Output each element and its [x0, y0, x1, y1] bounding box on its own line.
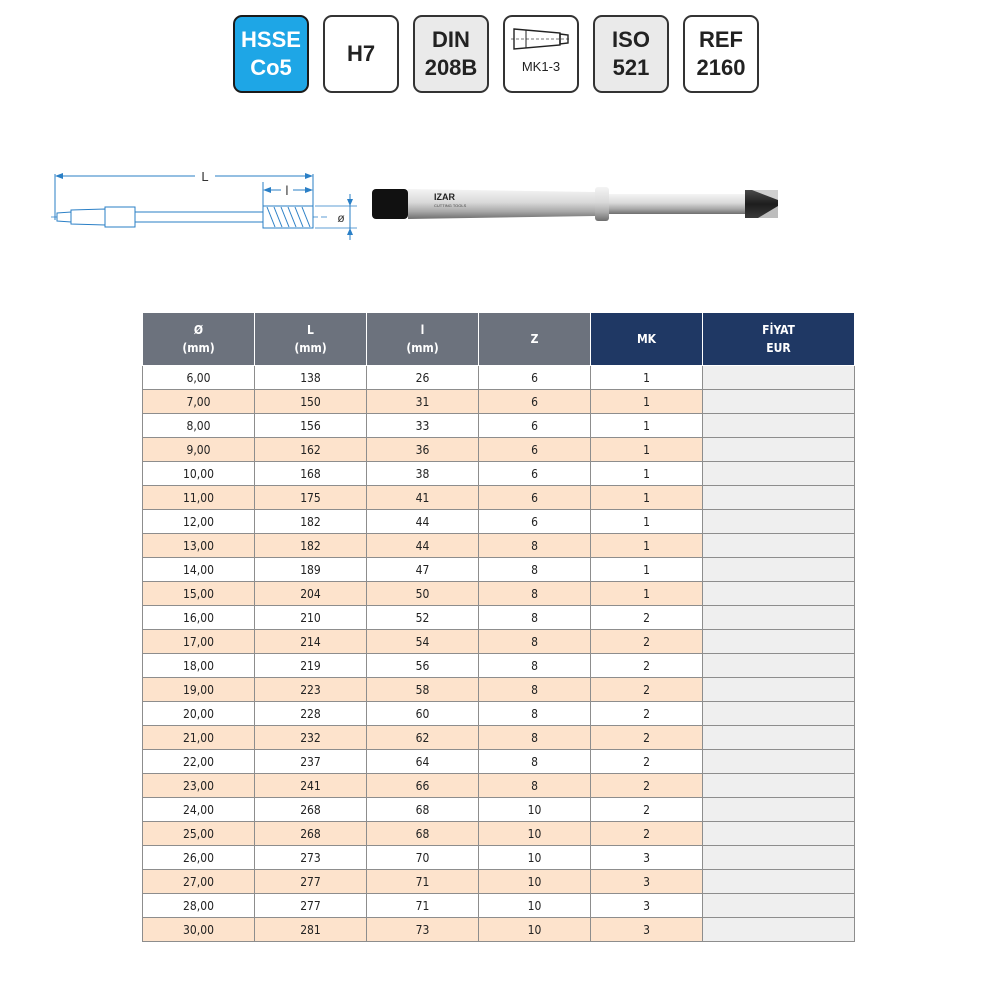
cell-mk: 1	[591, 510, 703, 534]
table-row	[143, 462, 855, 486]
cell-mk: 1	[591, 390, 703, 414]
cell-price	[703, 534, 855, 558]
reamer-photo	[370, 180, 780, 236]
cell-diameter: 24,00	[143, 798, 255, 822]
cell-price	[703, 510, 855, 534]
cell-diameter: 25,00	[143, 822, 255, 846]
cell-length: 277	[255, 894, 367, 918]
cell-diameter: 13,00	[143, 534, 255, 558]
table-row	[143, 678, 855, 702]
cell-diameter: 10,00	[143, 462, 255, 486]
reamer-dimension-drawing	[45, 160, 365, 250]
cell-flute-length: 62	[367, 726, 479, 750]
ref-badge-line1: REF	[699, 27, 743, 52]
cell-mk: 2	[591, 726, 703, 750]
table-row	[143, 918, 855, 942]
cell-length: 138	[255, 366, 367, 390]
cell-flute-length: 64	[367, 750, 479, 774]
cell-price	[703, 726, 855, 750]
cell-diameter: 27,00	[143, 870, 255, 894]
cell-diameter: 14,00	[143, 558, 255, 582]
table-body	[143, 366, 855, 942]
cell-length: 182	[255, 510, 367, 534]
cell-length: 175	[255, 486, 367, 510]
cell-teeth: 6	[479, 510, 591, 534]
cell-teeth: 8	[479, 534, 591, 558]
spec-table	[142, 312, 855, 942]
cell-diameter: 23,00	[143, 774, 255, 798]
cell-mk: 1	[591, 582, 703, 606]
cell-flute-length: 44	[367, 510, 479, 534]
cell-teeth: 8	[479, 654, 591, 678]
table-row	[143, 414, 855, 438]
col-header-mk	[591, 313, 703, 366]
table-row	[143, 774, 855, 798]
cell-flute-length: 60	[367, 702, 479, 726]
cell-flute-length: 68	[367, 822, 479, 846]
cell-mk: 2	[591, 654, 703, 678]
cell-length: 241	[255, 774, 367, 798]
iso-badge	[593, 15, 669, 93]
cell-teeth: 10	[479, 870, 591, 894]
col-header-price	[703, 313, 855, 366]
cell-flute-length: 33	[367, 414, 479, 438]
din-badge	[413, 15, 489, 93]
table-row	[143, 870, 855, 894]
cell-teeth: 6	[479, 414, 591, 438]
cell-mk: 1	[591, 414, 703, 438]
cell-teeth: 6	[479, 486, 591, 510]
cell-diameter: 28,00	[143, 894, 255, 918]
cell-mk: 2	[591, 798, 703, 822]
cell-mk: 2	[591, 606, 703, 630]
cell-length: 156	[255, 414, 367, 438]
cell-teeth: 6	[479, 462, 591, 486]
col-header-length	[255, 313, 367, 366]
cell-flute-length: 50	[367, 582, 479, 606]
cell-length: 277	[255, 870, 367, 894]
cell-flute-length: 47	[367, 558, 479, 582]
col-header-price-l2: EUR	[766, 341, 791, 355]
diameter-label: ø	[337, 211, 345, 225]
cell-diameter: 22,00	[143, 750, 255, 774]
cell-price	[703, 894, 855, 918]
cell-price	[703, 486, 855, 510]
shank-badge	[503, 15, 579, 93]
cell-diameter: 11,00	[143, 486, 255, 510]
material-badge-line2: Co5	[250, 55, 292, 80]
cell-price	[703, 654, 855, 678]
col-header-flute-length-l1: l	[420, 323, 425, 337]
cell-price	[703, 678, 855, 702]
brand-subtitle: CUTTING TOOLS	[434, 203, 467, 208]
col-header-teeth	[479, 313, 591, 366]
cell-teeth: 8	[479, 582, 591, 606]
table-row	[143, 558, 855, 582]
cell-price	[703, 462, 855, 486]
cell-price	[703, 630, 855, 654]
col-header-length-l2: (mm)	[294, 341, 327, 355]
cell-length: 168	[255, 462, 367, 486]
col-header-diameter-l1: Ø	[193, 323, 204, 337]
table-row	[143, 606, 855, 630]
ref-badge	[683, 15, 759, 93]
table-row	[143, 630, 855, 654]
tolerance-badge	[323, 15, 399, 93]
table-row	[143, 726, 855, 750]
cell-diameter: 18,00	[143, 654, 255, 678]
cell-price	[703, 366, 855, 390]
cell-flute-length: 26	[367, 366, 479, 390]
cell-mk: 1	[591, 366, 703, 390]
cell-mk: 3	[591, 870, 703, 894]
cell-price	[703, 606, 855, 630]
cell-price	[703, 798, 855, 822]
spec-badges	[233, 15, 759, 93]
cell-flute-length: 56	[367, 654, 479, 678]
cell-price	[703, 582, 855, 606]
cell-mk: 2	[591, 630, 703, 654]
cell-mk: 2	[591, 750, 703, 774]
cell-teeth: 10	[479, 822, 591, 846]
table-row	[143, 486, 855, 510]
col-header-flute-length	[367, 313, 479, 366]
cell-price	[703, 846, 855, 870]
cell-length: 237	[255, 750, 367, 774]
cell-length: 273	[255, 846, 367, 870]
cell-mk: 2	[591, 822, 703, 846]
table-row	[143, 846, 855, 870]
cell-diameter: 12,00	[143, 510, 255, 534]
table-row	[143, 582, 855, 606]
cell-teeth: 8	[479, 606, 591, 630]
cell-diameter: 15,00	[143, 582, 255, 606]
cell-price	[703, 558, 855, 582]
col-header-price-l1: FİYAT	[762, 323, 795, 337]
cell-diameter: 30,00	[143, 918, 255, 942]
cell-teeth: 8	[479, 558, 591, 582]
cell-flute-length: 31	[367, 390, 479, 414]
cell-price	[703, 870, 855, 894]
cell-diameter: 19,00	[143, 678, 255, 702]
cell-flute-length: 70	[367, 846, 479, 870]
iso-badge-line1: ISO	[612, 27, 650, 52]
table-row	[143, 654, 855, 678]
cell-price	[703, 774, 855, 798]
cell-length: 228	[255, 702, 367, 726]
table-row	[143, 438, 855, 462]
cell-diameter: 8,00	[143, 414, 255, 438]
cell-teeth: 6	[479, 390, 591, 414]
cell-teeth: 10	[479, 846, 591, 870]
cell-length: 281	[255, 918, 367, 942]
table-row	[143, 798, 855, 822]
cell-flute-length: 54	[367, 630, 479, 654]
cell-diameter: 26,00	[143, 846, 255, 870]
cell-length: 232	[255, 726, 367, 750]
cell-mk: 3	[591, 894, 703, 918]
cell-length: 214	[255, 630, 367, 654]
col-header-diameter-l2: (mm)	[182, 341, 215, 355]
table-row	[143, 894, 855, 918]
cell-length: 223	[255, 678, 367, 702]
cell-flute-length: 52	[367, 606, 479, 630]
cell-flute-length: 73	[367, 918, 479, 942]
table-row	[143, 510, 855, 534]
length-label: L	[201, 169, 209, 184]
flute-length-label: l	[285, 183, 289, 198]
cell-length: 182	[255, 534, 367, 558]
cell-diameter: 20,00	[143, 702, 255, 726]
din-badge-line1: DIN	[432, 27, 470, 52]
shank-badge-label: MK1-3	[521, 59, 561, 74]
cell-length: 268	[255, 798, 367, 822]
cell-flute-length: 71	[367, 894, 479, 918]
table-row	[143, 366, 855, 390]
col-header-length-l1: L	[307, 323, 314, 337]
cell-diameter: 17,00	[143, 630, 255, 654]
cell-teeth: 8	[479, 774, 591, 798]
cell-flute-length: 41	[367, 486, 479, 510]
cell-price	[703, 750, 855, 774]
cell-mk: 2	[591, 774, 703, 798]
cell-price	[703, 702, 855, 726]
col-header-teeth-l1: Z	[530, 332, 539, 346]
cell-diameter: 9,00	[143, 438, 255, 462]
cell-mk: 3	[591, 846, 703, 870]
iso-badge-line2: 521	[612, 55, 650, 80]
cell-mk: 1	[591, 534, 703, 558]
cell-flute-length: 44	[367, 534, 479, 558]
material-badge-line1: HSSE	[241, 27, 301, 52]
cell-length: 162	[255, 438, 367, 462]
ref-badge-line2: 2160	[696, 55, 746, 80]
cell-teeth: 6	[479, 438, 591, 462]
cell-price	[703, 822, 855, 846]
cell-length: 219	[255, 654, 367, 678]
cell-teeth: 8	[479, 726, 591, 750]
cell-flute-length: 36	[367, 438, 479, 462]
col-header-flute-length-l2: (mm)	[406, 341, 439, 355]
cell-price	[703, 414, 855, 438]
cell-teeth: 10	[479, 918, 591, 942]
cell-length: 268	[255, 822, 367, 846]
col-header-mk-l1: MK	[636, 332, 657, 346]
cell-teeth: 8	[479, 678, 591, 702]
cell-mk: 1	[591, 438, 703, 462]
cell-diameter: 16,00	[143, 606, 255, 630]
morse-taper-icon	[508, 21, 574, 57]
cell-mk: 2	[591, 678, 703, 702]
table-row	[143, 534, 855, 558]
tolerance-badge-text: H7	[346, 41, 376, 66]
cell-mk: 3	[591, 918, 703, 942]
cell-flute-length: 66	[367, 774, 479, 798]
cell-mk: 1	[591, 558, 703, 582]
din-badge-line2: 208B	[424, 55, 478, 80]
table-row	[143, 702, 855, 726]
cell-mk: 2	[591, 702, 703, 726]
cell-mk: 1	[591, 486, 703, 510]
cell-flute-length: 68	[367, 798, 479, 822]
cell-price	[703, 918, 855, 942]
brand-logo: IZAR	[434, 192, 455, 202]
cell-flute-length: 38	[367, 462, 479, 486]
col-header-diameter	[143, 313, 255, 366]
cell-diameter: 7,00	[143, 390, 255, 414]
cell-flute-length: 58	[367, 678, 479, 702]
cell-length: 204	[255, 582, 367, 606]
cell-teeth: 6	[479, 366, 591, 390]
cell-mk: 1	[591, 462, 703, 486]
table-row	[143, 750, 855, 774]
cell-length: 150	[255, 390, 367, 414]
cell-teeth: 8	[479, 702, 591, 726]
cell-price	[703, 390, 855, 414]
cell-flute-length: 71	[367, 870, 479, 894]
table-row	[143, 822, 855, 846]
cell-teeth: 10	[479, 894, 591, 918]
material-badge	[233, 15, 309, 93]
cell-length: 210	[255, 606, 367, 630]
cell-teeth: 8	[479, 750, 591, 774]
cell-teeth: 8	[479, 630, 591, 654]
cell-diameter: 6,00	[143, 366, 255, 390]
table-row	[143, 390, 855, 414]
cell-length: 189	[255, 558, 367, 582]
cell-diameter: 21,00	[143, 726, 255, 750]
table-header-row	[143, 313, 855, 366]
cell-teeth: 10	[479, 798, 591, 822]
cell-price	[703, 438, 855, 462]
